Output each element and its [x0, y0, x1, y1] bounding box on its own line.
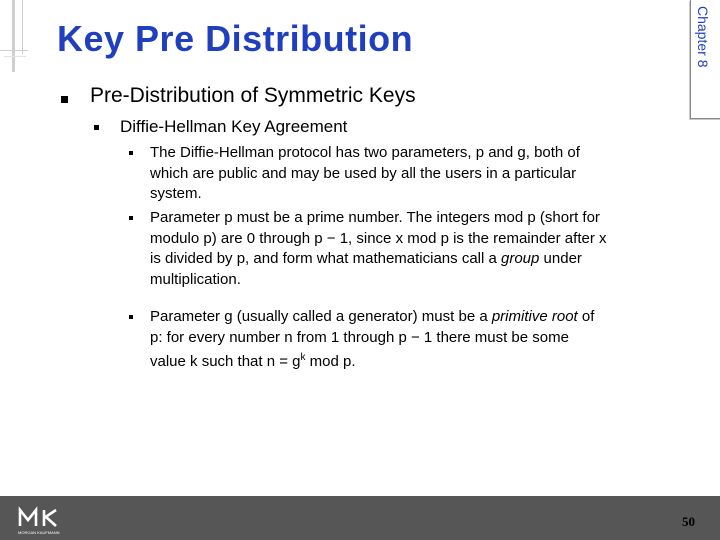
bullet-level3-item	[150, 307, 710, 373]
decorative-line	[22, 0, 23, 54]
bullet-square-icon	[61, 96, 68, 103]
bullet-square-icon	[129, 151, 133, 155]
text-run: under	[539, 250, 582, 267]
text-run: Parameter g (usually called a generator) must be a	[150, 308, 492, 325]
bullet-level3-item	[150, 208, 710, 290]
bullet-line: The Diffie-Hellman protocol has two parameters, p and g, both of	[150, 144, 580, 161]
bullet-line: modulo p) are 0 through p − 1, since x mod p is the remainder after x	[150, 229, 607, 247]
italic-term: group	[501, 250, 540, 267]
italic-term: primitive root	[491, 308, 578, 325]
bullet-square-icon	[129, 315, 133, 319]
footer-bar	[0, 496, 720, 540]
text-run: mod p.	[305, 353, 356, 370]
bullet-line: which are public and may be used by all the users in a particular	[150, 164, 577, 182]
bullet-line: p: for every number n from 1 through p − 1 there must be some	[150, 328, 569, 346]
decorative-line	[4, 56, 26, 57]
bullet-line	[150, 307, 710, 328]
logo-subtext: MORGAN KAUFMANN	[18, 530, 60, 535]
decorative-line	[12, 0, 15, 72]
bullet-level1-text: Pre-Distribution of Symmetric Keys	[90, 84, 416, 107]
bullet-line	[150, 249, 710, 270]
page-number: 50	[682, 514, 695, 529]
bullet-line: system.	[150, 185, 202, 202]
chapter-label: Chapter 8	[695, 6, 711, 68]
bullet-level2-text: Diffie-Hellman Key Agreement	[120, 117, 348, 136]
bullet-line	[150, 348, 710, 373]
slide-title: Key Pre Distribution	[57, 18, 414, 59]
bullet-square-icon	[129, 216, 133, 220]
text-run: value k such that n = g	[150, 353, 301, 370]
superscript: k	[300, 352, 306, 363]
decorative-line	[0, 50, 28, 51]
bullet-level3-item	[150, 143, 710, 205]
bullet-line: multiplication.	[150, 270, 241, 288]
text-run: of	[577, 308, 595, 325]
bullet-square-icon	[94, 125, 99, 130]
bullet-line: Parameter p must be a prime number. The integers mod p (short for	[150, 209, 600, 226]
publisher-logo	[18, 506, 76, 536]
text-run: is divided by p, and form what mathematicians call a	[150, 250, 501, 267]
